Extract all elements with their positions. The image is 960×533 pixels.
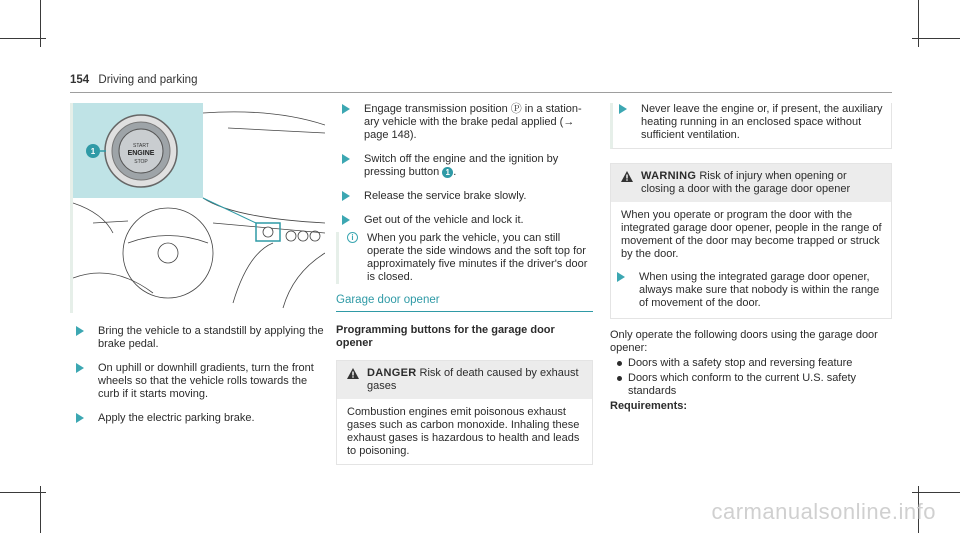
warning-triangle-icon [347, 368, 359, 379]
button-label-start: START [133, 143, 149, 149]
callout-badge: 1 [442, 167, 453, 178]
step-text: Switch off the engine and the ignition by pressing button [364, 153, 559, 178]
crop-mark [918, 0, 919, 47]
step-arrow-icon [617, 272, 625, 282]
watermark: carmanualsonline.info [711, 499, 936, 524]
crop-mark [40, 486, 41, 533]
step-item [336, 214, 593, 227]
step-item [336, 103, 593, 142]
info-note [336, 232, 593, 284]
section-title: Driving and parking [98, 74, 198, 86]
warning-body: When you operate or program the door with the integrated garage door opener, people in the range of movement of the door may become trapped or struck by the door. [621, 209, 882, 260]
step-arrow-icon [342, 215, 350, 225]
step-text: On uphill or downhill gradients, turn the front wheels so that the vehicle rolls towards the curb if it starts moving. [98, 362, 314, 400]
warning-triangle-icon [621, 171, 633, 182]
step-text: Release the service brake slowly. [364, 190, 527, 202]
step-text-end: . [453, 166, 457, 178]
step-item [336, 153, 593, 179]
step-text: Get out of the vehicle and lock it. [364, 214, 524, 226]
bullet-item [610, 357, 892, 370]
warning-header [611, 164, 891, 202]
exhaust-step-box [610, 103, 892, 149]
info-icon: i [347, 232, 358, 243]
step-item [336, 190, 593, 203]
step-arrow-icon [76, 363, 84, 373]
step-item [70, 412, 325, 425]
page-number: 154 [70, 74, 90, 86]
step-arrow-icon [342, 104, 350, 114]
bullet-text: Doors with a safety stop and reversing feature [628, 357, 853, 369]
crop-mark [912, 492, 960, 493]
step-arrow-icon [619, 104, 627, 114]
danger-label: DANGER [367, 367, 417, 379]
warning-title: Risk of injury when opening or closing a door with the garage door opener [641, 170, 851, 195]
step-item [611, 271, 891, 310]
crop-mark [0, 492, 46, 493]
step-item [70, 362, 325, 401]
page-header [70, 74, 197, 86]
warning-box [610, 163, 892, 319]
crop-mark [40, 0, 41, 47]
step-text: Apply the electric parking brake. [98, 412, 255, 424]
crop-mark [912, 38, 960, 39]
bullet-dot [617, 376, 622, 381]
callout-1: 1 [90, 147, 96, 156]
step-arrow-icon [342, 154, 350, 164]
step-arrow-icon [76, 413, 84, 423]
step-arrow-icon [342, 191, 350, 201]
danger-box [336, 360, 593, 465]
step-item [70, 325, 325, 351]
warning-label: WARNING [641, 170, 697, 182]
step-text: Engage transmission position Ⓟ in a stationary vehicle with the brake pedal applied (→ page 148). [364, 103, 582, 141]
bullet-item [610, 372, 892, 398]
column-3 [610, 103, 892, 413]
button-label-engine: ENGINE [127, 150, 155, 157]
danger-title: Risk of death caused by exhaust gases [367, 367, 579, 392]
column-2 [336, 103, 593, 475]
header-rule [70, 92, 892, 93]
step-text: Bring the vehicle to a standstill by applying the brake pedal. [98, 325, 324, 350]
requirements-label: Requirements: [610, 400, 688, 412]
danger-header [337, 361, 592, 399]
dashboard-illustration [73, 103, 325, 313]
step-text: Never leave the engine or, if present, the auxiliary heating running in an enclosed space without sufficient ventilation. [641, 103, 883, 141]
bullet-dot [617, 361, 622, 366]
button-label-stop: STOP [134, 159, 148, 165]
bullet-text: Doors which conform to the current U.S. safety standards [628, 372, 857, 397]
note-text: When you park the vehicle, you can still operate the side windows and the soft top for approximately five minutes if the driver's door is closed. [367, 232, 588, 283]
danger-body: Combustion engines emit poisonous exhaust gases such as carbon monoxide. Inhaling these exhaust gases is hazardous to health and leads to poisoning. [347, 406, 580, 457]
column-1 [70, 103, 325, 436]
dashboard-figure [70, 103, 325, 313]
crop-mark [0, 38, 46, 39]
paragraph: Only operate the following doors using the garage door opener: [610, 329, 878, 354]
step-item [613, 103, 891, 142]
step-arrow-icon [76, 326, 84, 336]
step-text: When using the integrated garage door opener, always make sure that nobody is within the range of movement of the door. [639, 271, 880, 309]
sub-heading: Programming buttons for the garage door opener [336, 324, 555, 349]
section-heading: Garage door opener [336, 294, 593, 312]
